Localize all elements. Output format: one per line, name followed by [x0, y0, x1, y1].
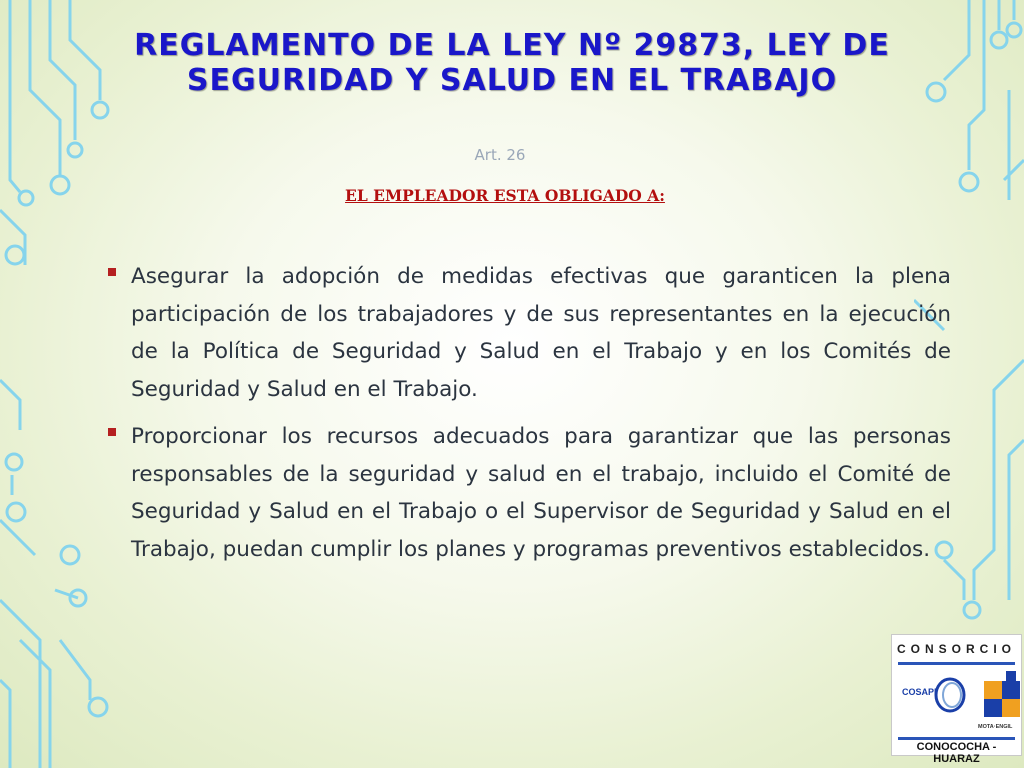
logo-top-text: CONSORCIO — [896, 642, 1016, 656]
list-item — [103, 418, 951, 568]
cosapi-circle-icon — [932, 675, 968, 715]
bullet-text: Proporcionar los recursos adecuados para garantizar que las personas responsables de la seguridad y salud en el trabajo, incluido el Comité de Seguridad y Salud en el Trabajo o el Supervisor de Seguridad y Salud en el Trabajo, puedan cumplir los planes y programas preventivos establecidos. — [131, 424, 951, 562]
slide-title-line-1: REGLAMENTO DE LA LEY Nº 29873, LEY DE — [134, 28, 890, 63]
mota-engil-icon — [984, 671, 1020, 723]
logo-right-brand: MOTA·ENGIL — [978, 724, 1013, 730]
bullet-list — [103, 258, 951, 578]
logo-bottom-text: CONOCOCHA - HUARAZ — [916, 741, 997, 765]
article-reference: Art. 26 — [474, 146, 526, 164]
list-item — [103, 258, 951, 408]
logo-left-brand: COSAPI — [902, 687, 937, 697]
slide-title — [90, 28, 934, 98]
square-bullet-icon — [108, 428, 116, 436]
subheading: EL EMPLEADOR ESTA OBLIGADO A: — [345, 186, 665, 205]
bullet-text: Asegurar la adopción de medidas efectivas que garanticen la plena participación de los trabajadores y de sus representantes en la ejecución de la Política de Seguridad y Salud en el Trabajo y en los Comités de Seguridad y Salud en el Trabajo. — [131, 264, 951, 402]
logo-divider — [898, 662, 1015, 665]
logo-divider — [898, 737, 1015, 740]
square-bullet-icon — [108, 268, 116, 276]
circuit-decoration-left — [0, 0, 110, 768]
consortium-logo — [891, 634, 1022, 765]
slide-title-line-2: SEGURIDAD Y SALUD EN EL TRABAJO — [186, 63, 838, 98]
